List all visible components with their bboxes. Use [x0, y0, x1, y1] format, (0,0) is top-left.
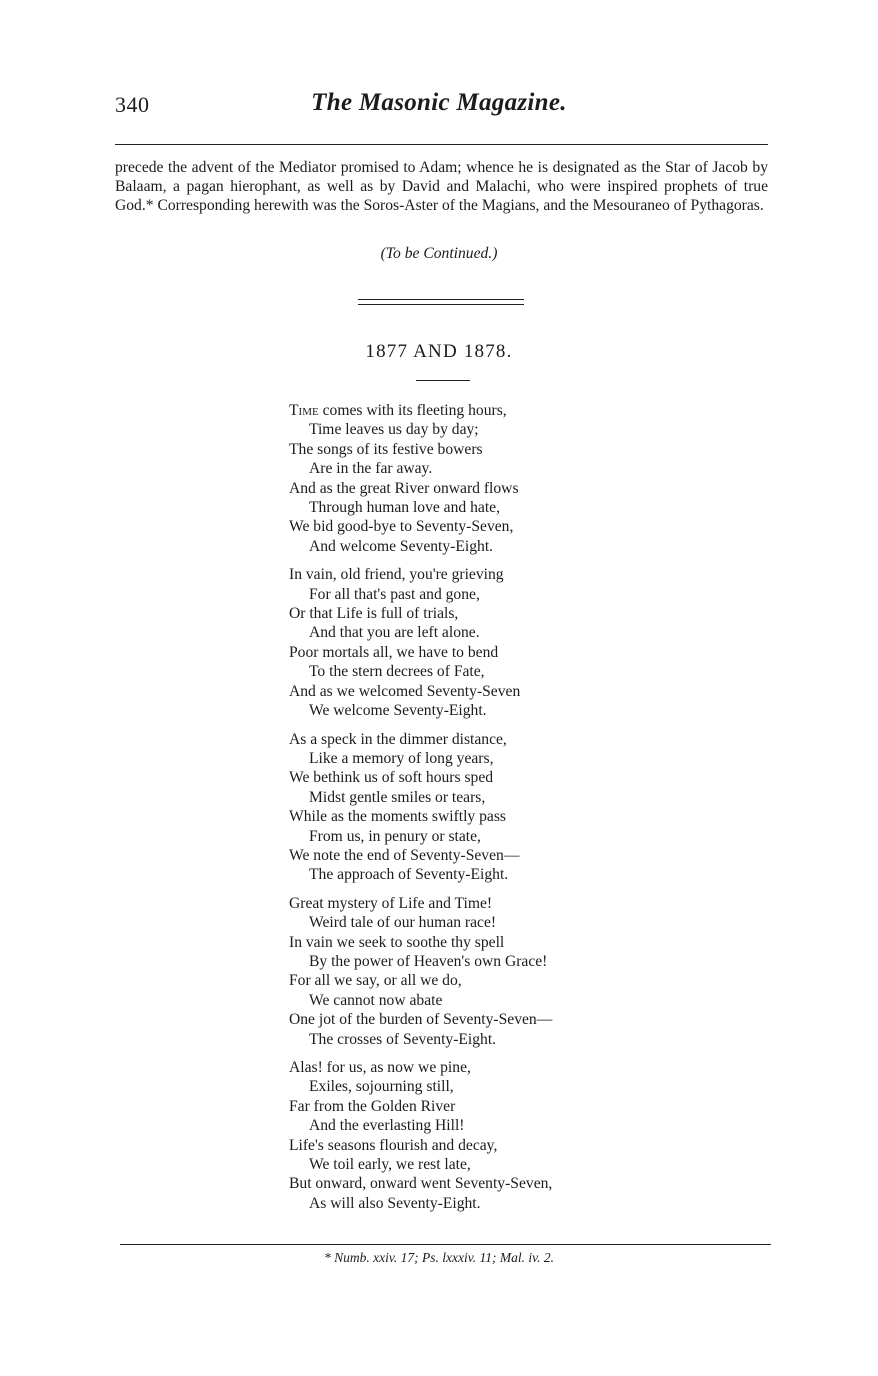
poem-line: The approach of Seventy-Eight. — [309, 866, 509, 884]
divider-thick-line — [358, 299, 524, 300]
poem-line: And welcome Seventy-Eight. — [309, 537, 494, 555]
poem-line: We toil early, we rest late, — [309, 1156, 471, 1174]
poem-line: And the everlasting Hill! — [309, 1117, 465, 1135]
footnote: * Numb. xxiv. 17; Ps. lxxxiv. 11; Mal. iv. 2. — [324, 1250, 554, 1265]
stanza-5 — [289, 1058, 552, 1213]
poem-line: Life's seasons flourish and decay, — [289, 1136, 498, 1154]
poem-line — [289, 401, 552, 420]
poem-line: For all that's past and gone, — [309, 585, 480, 603]
poem-line: Alas! for us, as now we pine, — [289, 1059, 471, 1076]
divider-thin-line — [358, 304, 524, 305]
poem-line: While as the moments swiftly pass — [289, 808, 506, 826]
poem-line: And as the great River onward flows — [289, 479, 519, 497]
poem-line: For all we say, or all we do, — [289, 972, 462, 990]
poem-line: Like a memory of long years, — [309, 749, 494, 767]
header-rule — [115, 144, 768, 145]
poem-line: The songs of its festive bowers — [289, 440, 483, 458]
section-divider — [358, 299, 524, 305]
poem-line: Or that Life is full of trials, — [289, 605, 459, 623]
title-rule — [416, 380, 470, 381]
poem-line: We bid good-bye to Seventy-Seven, — [289, 518, 514, 536]
poem-line: Midst gentle smiles or tears, — [309, 788, 486, 806]
prose-block — [115, 158, 768, 215]
first-line-rest: comes with its fleeting hours, — [318, 402, 507, 419]
to-be-continued: (To be Continued.) — [380, 245, 498, 262]
poem-line: In vain we seek to soothe thy spell — [289, 933, 505, 951]
stanza-2 — [289, 565, 552, 720]
stanza-4 — [289, 894, 552, 1049]
first-word: Time — [289, 402, 319, 419]
poem-line: Great mystery of Life and Time! — [289, 894, 493, 912]
poem-line: We welcome Seventy-Eight. — [309, 702, 487, 720]
poem-line: And that you are left alone. — [309, 624, 480, 642]
poem-line: Far from the Golden River — [289, 1097, 456, 1115]
poem-line: And as we welcomed Seventy-Seven — [289, 682, 521, 700]
stanza-1 — [289, 401, 552, 556]
poem-line: Time leaves us day by day; — [309, 421, 479, 439]
footnote-rule — [120, 1244, 771, 1245]
poem-line: Poor mortals all, we have to bend — [289, 643, 499, 661]
poem-line: Exiles, sojourning still, — [309, 1078, 454, 1096]
poem-line: One jot of the burden of Seventy-Seven— — [289, 1011, 553, 1029]
stanza-3 — [289, 730, 552, 885]
poem-line: We cannot now abate — [309, 991, 443, 1009]
poem-line: From us, in penury or state, — [309, 827, 481, 845]
poem-line: We note the end of Seventy-Seven— — [289, 846, 520, 864]
poem-line: To the stern decrees of Fate, — [309, 663, 485, 681]
poem-line: In vain, old friend, you're grieving — [289, 566, 504, 584]
running-title: The Masonic Magazine. — [311, 89, 567, 116]
poem-line: By the power of Heaven's own Grace! — [309, 952, 548, 970]
prose-paragraph: precede the advent of the Mediator promised to Adam; whence he is designated as the Star of Jacob by Balaam, a pagan hierophant, as well as by David and Malachi, who were inspired prophets of true God.* Corresponding herewith was the Soros-Aster of the Magians, and the Mesouraneo of Pythagoras. — [115, 159, 768, 214]
poem-line: Through human love and hate, — [309, 499, 500, 517]
poem — [289, 401, 552, 1222]
page-number: 340 — [115, 92, 150, 117]
poem-line: The crosses of Seventy-Eight. — [309, 1030, 497, 1048]
poem-title: 1877 AND 1878. — [365, 341, 513, 362]
poem-line: Weird tale of our human race! — [309, 914, 497, 932]
poem-line: But onward, onward went Seventy-Seven, — [289, 1175, 553, 1193]
poem-line: As will also Seventy-Eight. — [309, 1194, 481, 1212]
poem-line: Are in the far away. — [309, 460, 433, 478]
poem-line: As a speck in the dimmer distance, — [289, 730, 507, 748]
poem-line: We bethink us of soft hours sped — [289, 769, 494, 787]
